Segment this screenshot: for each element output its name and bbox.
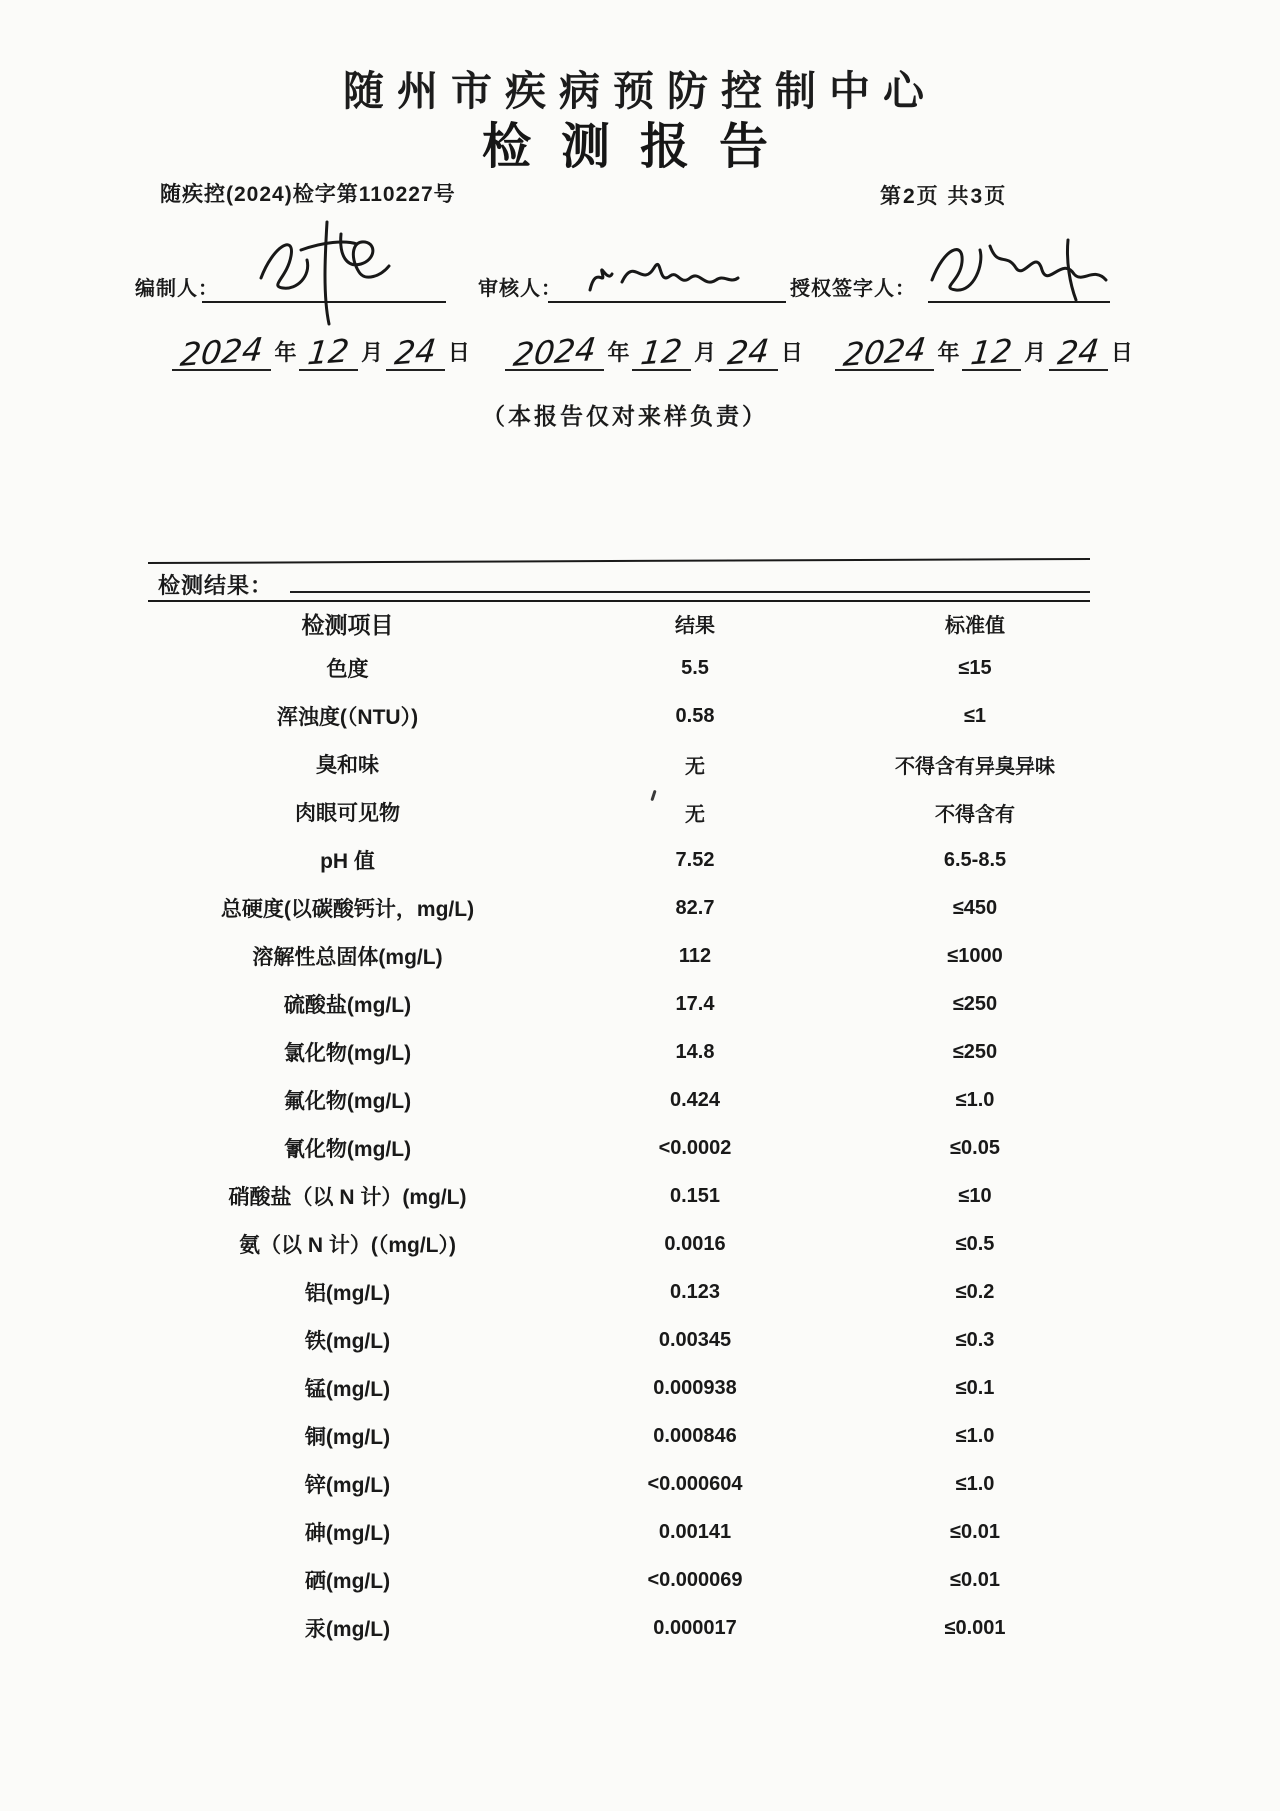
table-row	[150, 1604, 1105, 1652]
standard-limit-value: ≤10	[958, 1184, 992, 1207]
column-header-standard: 标准值	[945, 614, 1005, 637]
test-item-name: 硫酸盐(mg/L)	[283, 994, 412, 1017]
standard-limit-value: ≤0.1	[955, 1376, 995, 1399]
test-result-value: 0.424	[669, 1088, 721, 1111]
preparer-signature-line	[202, 272, 446, 303]
test-result-value: 0.00141	[658, 1520, 732, 1543]
table-header-row	[150, 602, 1105, 644]
preparer-date-year: 2024	[178, 330, 265, 374]
label-underline-rule	[290, 591, 1090, 593]
month-unit-label: 月	[361, 340, 384, 365]
authorizer-date-year: 2024	[841, 330, 928, 374]
test-item-name: 总硬度(以碳酸钙计，mg/L)	[220, 898, 475, 921]
table-row	[150, 1412, 1105, 1460]
test-item-name: 铜(mg/L)	[304, 1426, 391, 1449]
standard-limit-value: 不得含有	[935, 803, 1015, 826]
year-unit-label: 年	[937, 340, 960, 365]
table-row	[150, 1268, 1105, 1316]
report-title: 检测报告	[481, 120, 798, 174]
standard-limit-value: ≤250	[952, 992, 998, 1015]
table-row	[150, 788, 1105, 836]
table-row	[150, 1556, 1105, 1604]
standard-limit-value: ≤0.001	[944, 1616, 1006, 1639]
test-result-value: 0.00345	[658, 1328, 732, 1351]
results-table	[150, 602, 1105, 1652]
standard-limit-value: ≤0.3	[955, 1328, 995, 1351]
preparer-date	[172, 330, 470, 374]
test-result-value: 7.52	[675, 848, 715, 871]
standard-limit-value: ≤0.05	[950, 1136, 1000, 1159]
standard-limit-value: ≤0.2	[955, 1280, 995, 1303]
section-top-rule	[148, 558, 1090, 564]
reviewer-date-year: 2024	[511, 330, 598, 374]
test-result-value: <0.000069	[647, 1568, 743, 1591]
reviewer-date-year-field	[505, 330, 604, 374]
test-result-value: 无	[685, 803, 705, 826]
test-item-name: 锰(mg/L)	[304, 1378, 391, 1401]
day-unit-label: 日	[1110, 340, 1133, 365]
table-row	[150, 1508, 1105, 1556]
month-unit-label: 月	[694, 340, 717, 365]
month-unit-label: 月	[1024, 340, 1047, 365]
reviewer-date-day: 24	[725, 331, 772, 373]
test-item-name: 铁(mg/L)	[304, 1330, 391, 1353]
authorizer-date-day-field	[1049, 331, 1108, 373]
test-item-name: 氰化物(mg/L)	[283, 1138, 412, 1161]
year-unit-label: 年	[607, 340, 630, 365]
test-result-value: <0.0002	[658, 1136, 732, 1159]
test-item-name: 氯化物(mg/L)	[283, 1042, 412, 1065]
document-number: 随疾控(2024)检字第110227号	[160, 183, 456, 206]
table-body	[150, 644, 1105, 1652]
table-row	[150, 1364, 1105, 1412]
test-item-name: 硒(mg/L)	[304, 1570, 391, 1593]
preparer-label: 编制人：	[135, 278, 219, 300]
day-unit-label: 日	[447, 340, 470, 365]
table-row	[150, 1076, 1105, 1124]
day-unit-label: 日	[780, 340, 803, 365]
test-result-value: 0.000846	[653, 1424, 737, 1447]
test-item-name: 色度	[326, 658, 369, 681]
test-result-value: 0.000938	[653, 1376, 737, 1399]
preparer-date-day: 24	[392, 331, 439, 373]
test-result-value: 0.58	[675, 704, 715, 727]
sample-disclaimer-note: （本报告仅对来样负责）	[482, 403, 768, 429]
authorizer-date-month-field	[962, 331, 1021, 373]
test-result-value: 5.5	[681, 656, 709, 679]
standard-limit-value: 不得含有异臭异味	[895, 755, 1055, 778]
table-row	[150, 932, 1105, 980]
test-item-name: 砷(mg/L)	[304, 1522, 391, 1545]
test-result-value: 14.8	[675, 1040, 715, 1063]
standard-limit-value: ≤1.0	[955, 1472, 995, 1495]
standard-limit-value: ≤1.0	[955, 1088, 995, 1111]
standard-limit-value: ≤450	[952, 896, 998, 919]
test-item-name: 锌(mg/L)	[304, 1474, 391, 1497]
table-row	[150, 1220, 1105, 1268]
test-item-name: 氟化物(mg/L)	[283, 1090, 412, 1113]
year-unit-label: 年	[274, 340, 297, 365]
column-header-item: 检测项目	[301, 611, 394, 638]
standard-limit-value: 6.5-8.5	[943, 848, 1007, 871]
test-item-name: 臭和味	[316, 754, 379, 777]
authorizer-date-month: 12	[969, 331, 1015, 373]
authorizer-signature-line	[928, 272, 1110, 303]
reviewer-date-month-field	[632, 331, 691, 373]
standard-limit-value: ≤0.01	[950, 1568, 1000, 1591]
standard-limit-value: ≤1000	[947, 944, 1003, 967]
test-item-name: 浑浊度(（NTU）)	[276, 706, 419, 729]
table-row	[150, 1124, 1105, 1172]
reviewer-label: 审核人：	[478, 278, 562, 300]
test-result-value: 112	[678, 944, 712, 967]
table-row	[150, 740, 1105, 788]
table-row	[150, 692, 1105, 740]
table-row	[150, 1172, 1105, 1220]
test-item-name: 硝酸盐（以 N 计）(mg/L)	[228, 1186, 467, 1209]
test-result-value: <0.000604	[647, 1472, 743, 1495]
table-row	[150, 1028, 1105, 1076]
test-result-value: 0.0016	[664, 1232, 726, 1255]
reviewer-date-day-field	[719, 331, 778, 373]
results-section-label: 检测结果：	[158, 573, 274, 598]
authorizer-date-day: 24	[1055, 331, 1102, 373]
test-item-name: 氨（以 N 计）(（mg/L）)	[239, 1234, 456, 1257]
standard-limit-value: ≤250	[952, 1040, 998, 1063]
page-number-info: 第2页 共3页	[880, 185, 1008, 208]
preparer-signature	[235, 212, 425, 327]
preparer-date-year-field	[172, 330, 271, 374]
table-row	[150, 644, 1105, 692]
table-row	[150, 1316, 1105, 1364]
test-result-value: 17.4	[675, 992, 715, 1015]
authorizer-label: 授权签字人：	[790, 278, 916, 300]
authorizer-date	[835, 330, 1133, 374]
test-item-name: 肉眼可见物	[295, 802, 400, 825]
test-item-name: 溶解性总固体(mg/L)	[252, 946, 443, 969]
preparer-date-month: 12	[306, 331, 352, 373]
standard-limit-value: ≤0.01	[950, 1520, 1000, 1543]
standard-limit-value: ≤1	[963, 704, 987, 727]
test-item-name: 汞(mg/L)	[304, 1618, 391, 1641]
authorizer-date-year-field	[835, 330, 934, 374]
table-row	[150, 980, 1105, 1028]
test-item-name: pH 值	[320, 850, 375, 873]
test-result-value: 无	[685, 755, 705, 778]
test-result-value: 0.151	[669, 1184, 721, 1207]
preparer-date-month-field	[299, 331, 358, 373]
preparer-date-day-field	[386, 331, 445, 373]
table-row	[150, 1460, 1105, 1508]
test-result-value: 82.7	[675, 896, 715, 919]
column-header-result: 结果	[675, 614, 715, 637]
table-row	[150, 884, 1105, 932]
test-result-value: 0.123	[669, 1280, 721, 1303]
reviewer-date-month: 12	[639, 331, 685, 373]
table-row	[150, 836, 1105, 884]
reviewer-date	[505, 330, 803, 374]
standard-limit-value: ≤15	[958, 656, 992, 679]
standard-limit-value: ≤0.5	[955, 1232, 995, 1255]
organization-title: 随州市疾病预防控制中心	[343, 68, 937, 114]
reviewer-signature-line	[548, 272, 786, 303]
test-item-name: 铝(mg/L)	[304, 1282, 391, 1305]
test-result-value: 0.000017	[653, 1616, 737, 1639]
standard-limit-value: ≤1.0	[955, 1424, 995, 1447]
